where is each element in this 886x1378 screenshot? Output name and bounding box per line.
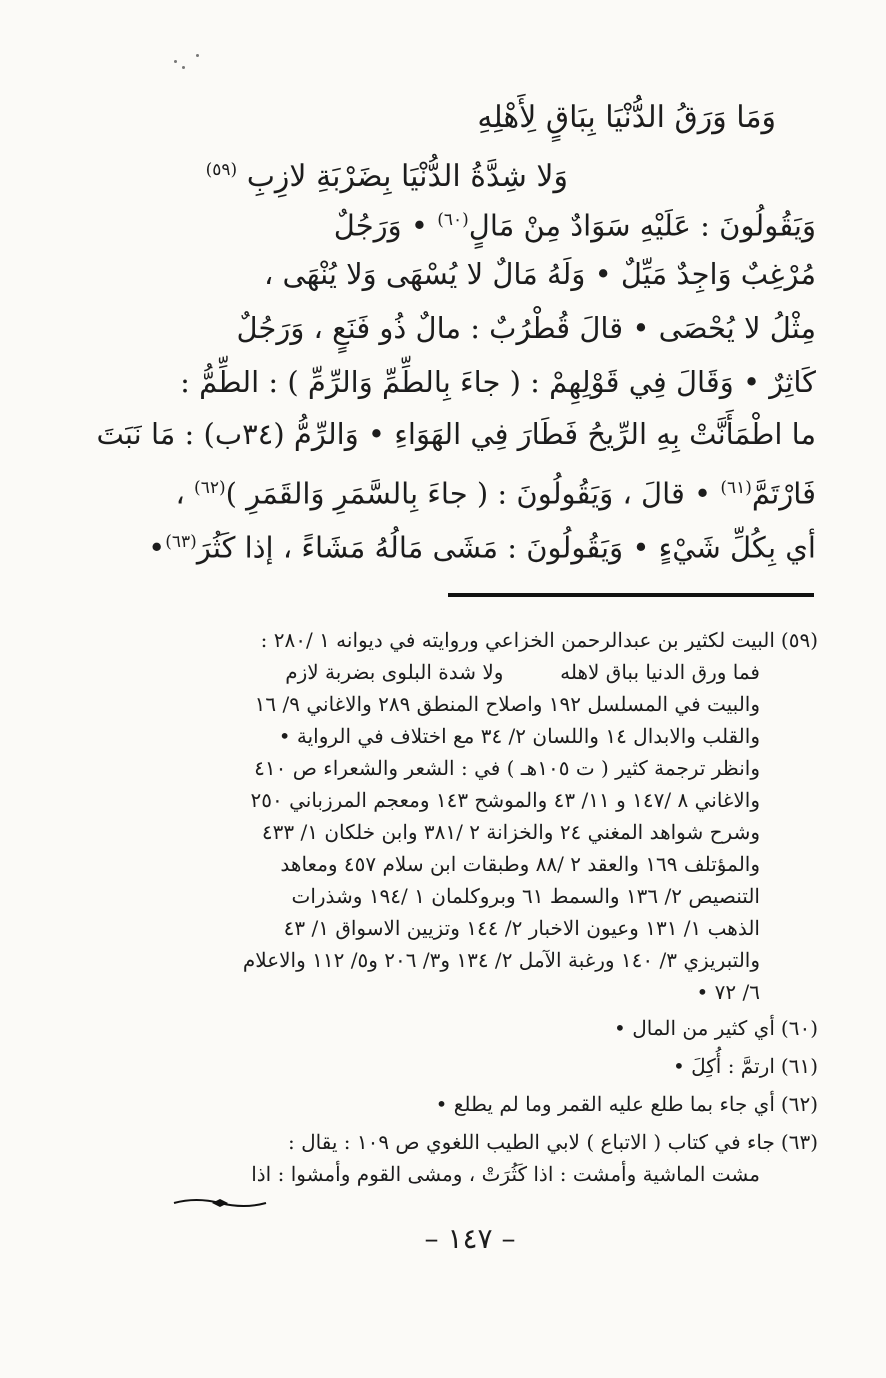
footnote-59-text-1: البيت لكثير بن عبدالرحمن الخزاعي وروايته في ديوانه ١ /٢٨٠ : [260,628,775,652]
footnote-59-line-5 [254,752,760,784]
footnote-59-verse-b: ولا شدة البلوى بضربة لازم [285,660,504,684]
prose-line-3 [236,306,816,350]
footnote-63-line-1 [288,1126,818,1158]
prose-line-7-a: أي بِكُلِّ شَيْءٍ • وَيَقُولُونَ : مَشَى مَالُهُ مَشَاءً ، إذا كَثُرَ [196,530,816,565]
footnote-59-text-11: والتبريزي ٣/ ١٤٠ ورغبة الآمل ٢/ ١٣٤ و٣/ ٢٠٦ و٥/ ١١٢ والاعلام [242,948,760,972]
footnote-59-line-9 [291,880,760,912]
footnote-59-text-4: والقلب والابدال ١٤ واللسان ٢/ ٣٤ مع اختلاف في الرواية • [278,724,760,748]
verse-line-2-text: وَلا شِدَّةُ الدُّنْيَا بِضَرْبَةِ لازِبِ [246,159,568,194]
footnote-63-number: (٦٣) [780,1130,818,1154]
scan-specks [172,50,212,80]
footnote-59-verse [285,656,760,688]
prose-line-6-a: فَارْتَمَّ [751,476,816,511]
prose-line-4-text: كَاثِرٌ • وَقَالَ فِي قَوْلِهِمْ : ( جاءَ بِالطِّمِّ وَالرِّمِّ ) : الطِّمُّ : [180,365,816,399]
footnote-ref-60[interactable]: (٦٠) [437,210,469,230]
footnote-63-text-2: مشت الماشية وأمشت : اذا كَثُرَتْ ، ومشى القوم وأمشوا : اذا [251,1162,760,1186]
footnote-ref-61[interactable]: (٦١) [720,478,752,498]
footnote-ref-62[interactable]: (٦٢) [194,478,226,498]
footnote-63-line-2 [251,1158,760,1190]
footnote-60-number: (٦٠) [780,1016,818,1040]
footnote-separator-rule [448,593,814,597]
footnote-59-line-12 [697,976,761,1008]
verse-line-2 [206,148,568,199]
prose-line-2-text: مُرْغِبٌ وَاجِدٌ مَيِّلٌ • وَلَهُ مَالٌ لا يُسْهَى وَلا يُنْهَى ، [263,257,816,291]
footnote-59-text-3: والبيت في المسلسل ١٩٢ واصلاح المنطق ٢٨٩ والاغاني ٩/ ١٦ [254,692,760,716]
footnote-61-text: ارتمَّ : أُكِلَ • [672,1054,775,1078]
footnote-59-line-10 [284,912,760,944]
footnote-59-text-9: التنصيص ٢/ ١٣٦ والسمط ٦١ وبروكلمان ١ /١٩٤ وشذرات [291,884,760,908]
end-ornament-icon [172,1196,268,1210]
footnote-63-text-1: جاء في كتاب ( الاتباع ) لابي الطيب اللغوي ص ١٠٩ : يقال : [287,1130,775,1154]
prose-line-3-text: مِثْلُ لا يُحْصَى • قالَ قُطْرُبٌ : مالٌ ذُو فَنَعٍ ، وَرَجُلٌ [236,311,816,345]
verse-line-1-text: وَمَا وَرَقُ الدُّنْيَا بِبَاقٍ لِأَهْلِهِ [477,100,776,135]
footnote-61 [673,1050,818,1082]
prose-line-6 [175,466,816,516]
footnote-59-text-7: وشرح شواهد المغني ٢٤ والخزانة ٢ /٣٨١ وابن خلكان ١/ ٤٣٣ [261,820,760,844]
footnote-59-line-7 [262,816,760,848]
footnote-59-line-6 [250,784,760,816]
footnote-59-text-10: الذهب ١/ ١٣١ وعيون الاخبار ٢/ ١٤٤ وتزيين الاسواق ١/ ٤٣ [283,916,760,940]
footnote-60-text: أي كثير من المال • [614,1016,775,1040]
footnote-59-line-1 [261,624,818,656]
prose-line-4 [180,360,816,404]
footnote-62 [436,1088,818,1120]
verse-line-1 [477,96,776,140]
footnote-ref-63[interactable]: (٦٣) [165,532,197,552]
footnote-59-number: (٥٩) [780,628,818,652]
footnote-59-line-3 [255,688,760,720]
page-number: – ١٤٧ – [424,1222,516,1255]
prose-line-7 [148,520,816,570]
footnote-59-text-12: ٦/ ٧٢ • [696,980,760,1004]
prose-line-7-b: • [148,530,166,565]
prose-line-5-text: ما اطْمَأَنَّتْ بِهِ الرِّيحُ فَطَارَ فِي الهَوَاءِ • وَالرِّمُّ (٣٤ب) : مَا نَبَتَ [96,417,816,451]
prose-line-1-tail: • وَرَجُلٌ [333,208,429,243]
footnote-59-text-6: والاغاني ٨ /١٤٧ و ١١/ ٤٣ والموشح ١٤٣ ومعجم المرزباني ٢٥٠ [250,788,760,812]
footnote-62-text: أي جاء بما طلع عليه القمر وما لم يطلع • [435,1092,775,1116]
footnote-59-line-11 [243,944,760,976]
footnote-59-verse-a: فما ورق الدنيا بباق لاهله [560,660,760,684]
footnote-59-line-4 [279,720,760,752]
prose-line-6-c: ، [175,476,185,511]
prose-line-1-text: وَيَقُولُونَ : عَلَيْهِ سَوَادٌ مِنْ مَالٍ [468,208,816,243]
footnote-61-number: (٦١) [780,1054,818,1078]
footnote-59-text-8: والمؤتلف ١٦٩ والعقد ٢ /٨٨ وطبقات ابن سلام ٤٥٧ ومعاهد [280,852,760,876]
prose-line-1 [334,198,816,248]
footnote-59-line-8 [280,848,760,880]
footnote-62-number: (٦٢) [780,1092,818,1116]
footnote-60 [614,1012,818,1044]
prose-line-2 [264,252,816,296]
prose-line-5 [96,412,816,456]
footnote-ref-59[interactable]: (٥٩) [205,160,238,180]
footnote-59-text-5: وانظر ترجمة كثير ( ت ١٠٥هـ ) في : الشعر والشعراء ص ٤١٠ [254,756,760,780]
prose-line-6-b: • قالَ ، وَيَقُولُونَ : ( جاءَ بِالسَّمَرِ وَالقَمَرِ ) [225,476,712,511]
